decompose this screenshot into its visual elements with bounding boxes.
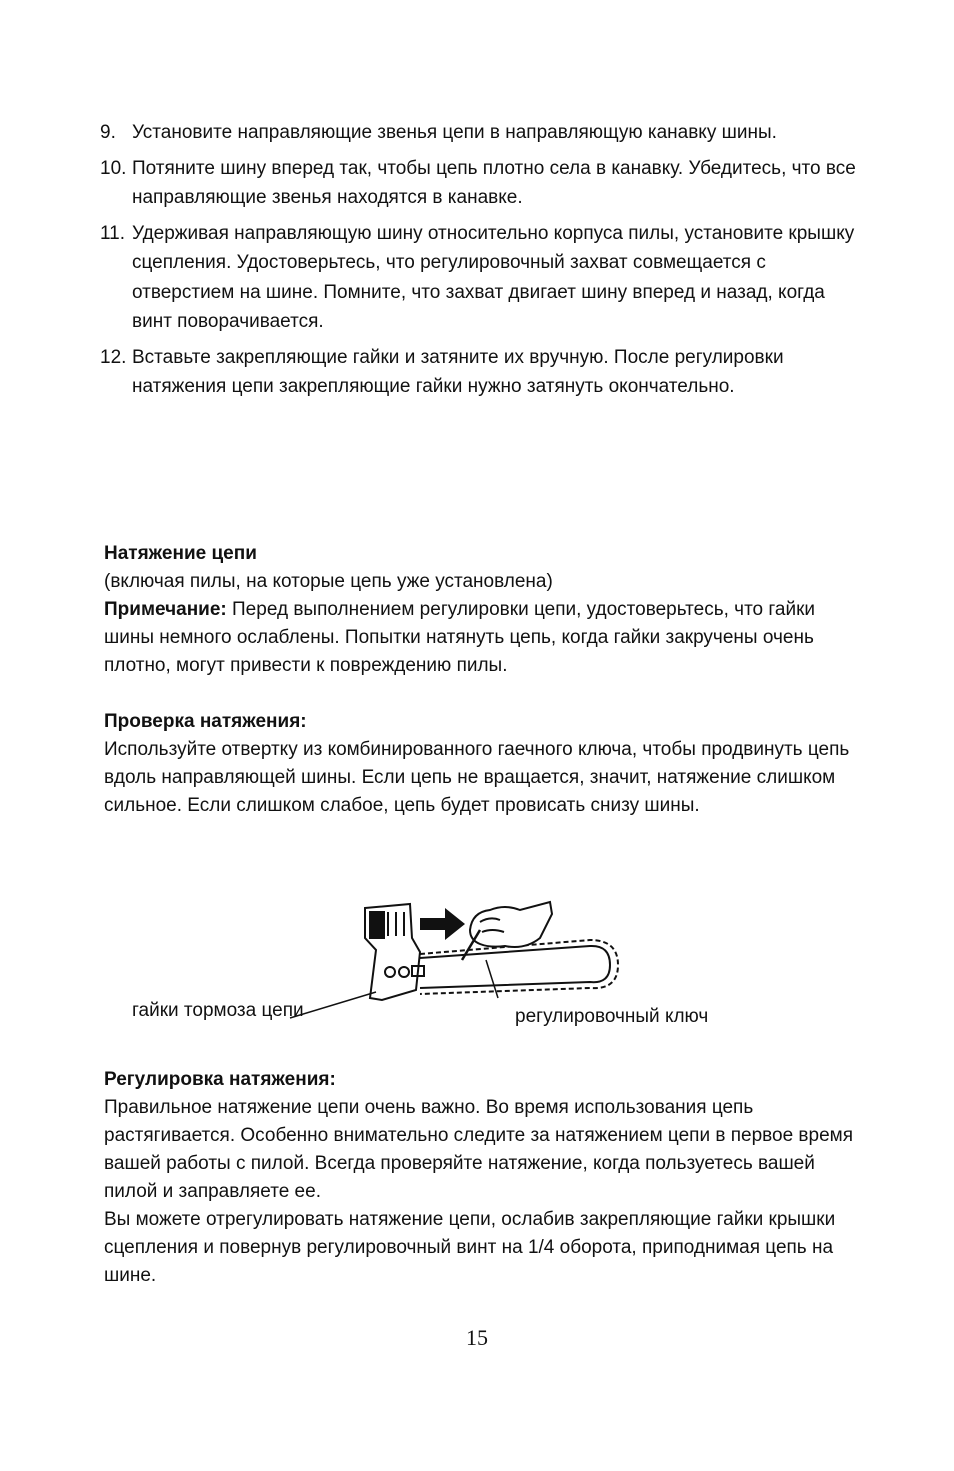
step-number: 10. — [100, 157, 127, 179]
note-label: Примечание: — [104, 599, 227, 620]
note-paragraph — [104, 596, 864, 680]
step-number: 12. — [100, 346, 127, 368]
adjusting-wrench-label: регулировочный ключ — [515, 1006, 709, 1027]
direction-arrow-shape — [420, 908, 465, 940]
saw-body-shape — [365, 904, 424, 1000]
chain-tension-illustration — [120, 890, 780, 1040]
brake-nuts-label: гайки тормоза цепи — [132, 1000, 304, 1021]
section-text: Вы можете отрегулировать натяжение цепи, ослабив закрепляющие гайки крышки сцепления и повернув регулировочный винт на 1/4 оборота, приподнимая цепь на шине. — [104, 1209, 836, 1286]
page-number: 15 — [466, 1325, 488, 1350]
assembly-steps-list — [100, 118, 860, 408]
section-text: Используйте отвертку из комбинированного гаечного ключа, чтобы продвинуть цепь вдоль направляющей шины. Если цепь не вращается, значит, натяжение слишком сильное. Если слишком слабое, цепь будет провисать снизу шины. — [104, 739, 850, 816]
step-text: Установите направляющие звенья цепи в направляющую канавку шины. — [132, 122, 777, 143]
section-text: Правильное натяжение цепи очень важно. Во время использования цепь растягивается. Особенно внимательно следите за натяжением цепи в первое время вашей работы с пилой. Всегда проверяйте натяжение, когда пользуетесь вашей пилой и заправляете ее. — [104, 1097, 854, 1202]
section-subtitle: (включая пилы, на которые цепь уже установлена) — [104, 571, 553, 592]
step-number: 11. — [100, 222, 126, 244]
note-text: Перед выполнением регулировки цепи, удостоверьтесь, что гайки шины немного ослаблены. Попытки натянуть цепь, когда гайки закручены очень плотно, могут привести к повреждению пилы. — [104, 599, 816, 676]
chain-tension-section — [104, 540, 864, 680]
section-heading: Проверка натяжения: — [104, 711, 307, 732]
hand-shape — [470, 902, 552, 947]
step-text: Удерживая направляющую шину относительно корпуса пилы, установите крышку сцепления. Удостоверьтесь, что регулировочный захват совмещается с отверстием на шине. Помните, что захват двигает шину вперед и назад, когда винт поворачивается. — [132, 222, 855, 332]
tension-adjust-section — [104, 1066, 864, 1290]
step-text: Вставьте закрепляющие гайки и затяните их вручную. После регулировки натяжения цепи закрепляющие гайки нужно затянуть окончательно. — [132, 346, 784, 397]
section-heading: Натяжение цепи — [104, 543, 257, 564]
list-item — [100, 343, 860, 402]
guide-bar-shape — [420, 940, 618, 994]
section-heading: Регулировка натяжения: — [104, 1069, 336, 1090]
list-item — [100, 118, 860, 148]
step-text: Потяните шину вперед так, чтобы цепь плотно села в канавку. Убедитесь, что все направляющие звенья находятся в канавке. — [132, 157, 856, 208]
list-item — [100, 219, 860, 337]
step-number: 9. — [100, 122, 116, 143]
tension-check-section — [104, 708, 864, 820]
list-item — [100, 154, 860, 213]
